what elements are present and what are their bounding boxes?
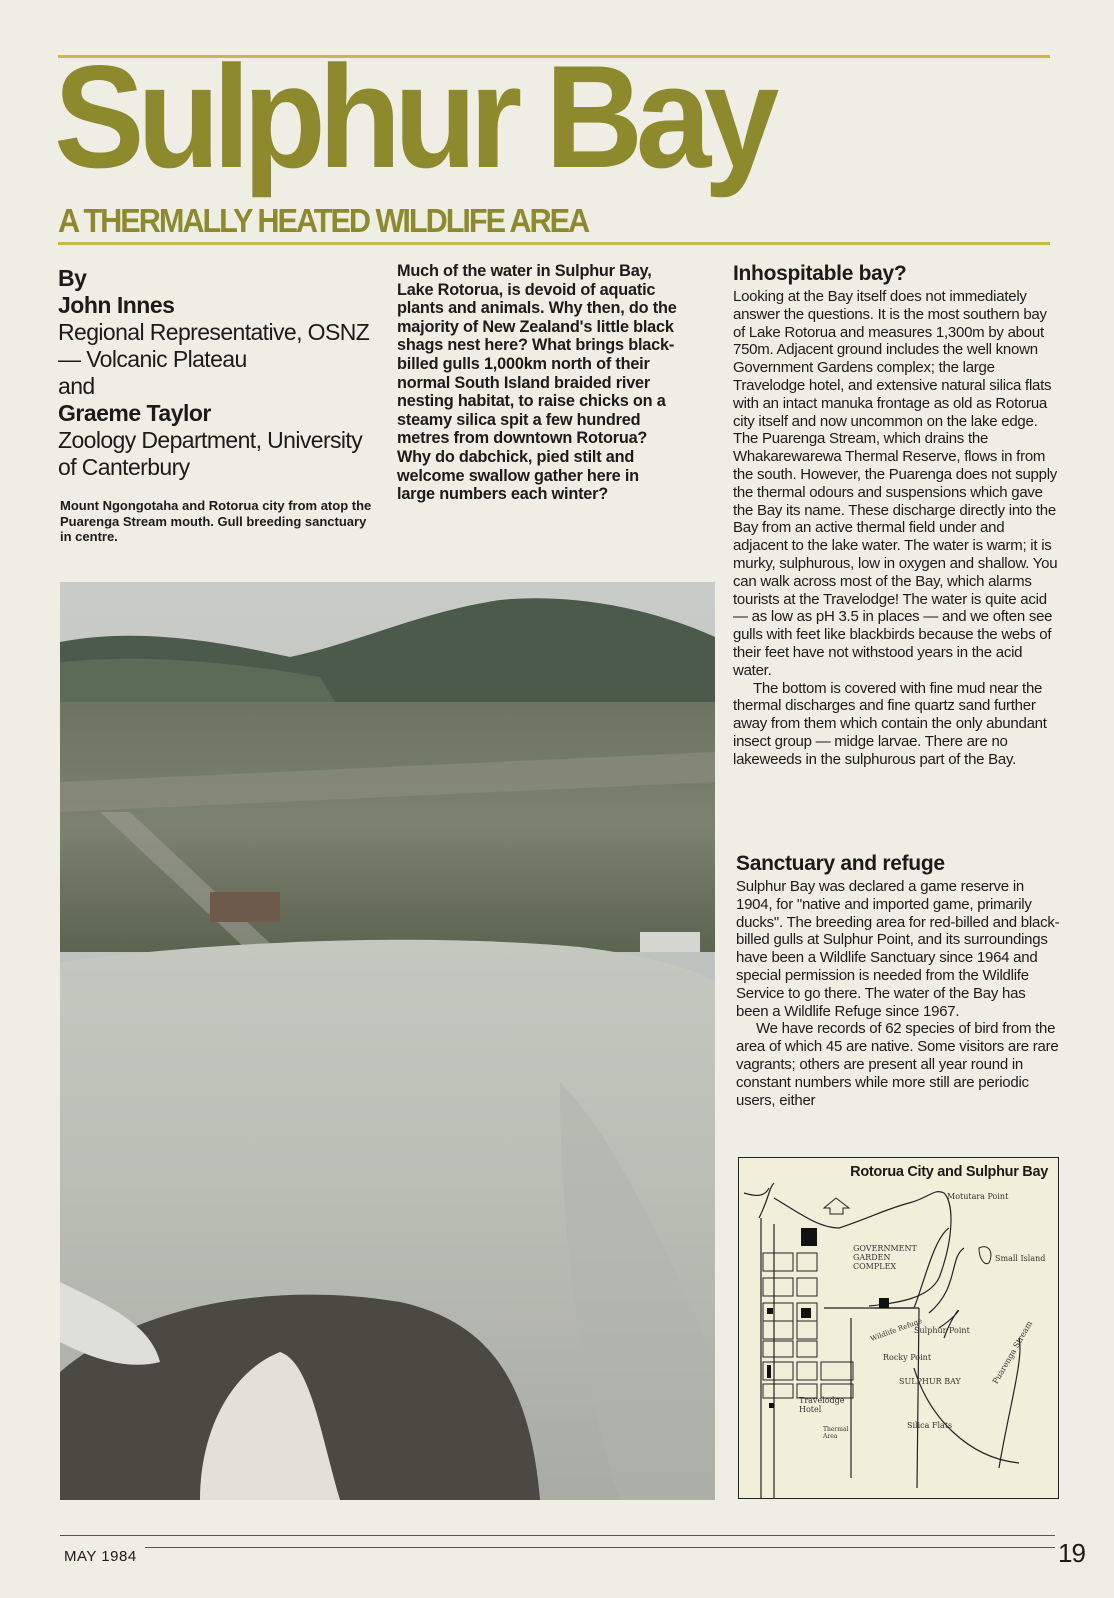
page-number: 19 xyxy=(1058,1538,1085,1568)
footer-rule xyxy=(145,1547,1055,1548)
author-affiliation: Zoology Department, University of Canterbury xyxy=(58,427,363,480)
issue-date: MAY 1984 xyxy=(64,1548,137,1565)
map-label-motutara-point: Motutara Point xyxy=(947,1192,1009,1201)
section-heading: Inhospitable bay? xyxy=(733,262,907,285)
paragraph: Looking at the Bay itself does not immediately answer the questions. It is the most southern bay of Lake Rotorua and measures 1,300m by about 750m. Adjacent ground includes the well known Government Gardens complex; the large Travelodge hotel, and extensive natural silica flats with an intact manuka frontage as old as Rotorua city itself and now uncommon on the lake edge. The Puarenga Stream, which drains the Whakarewarewa Thermal Reserve, flows in from the south. However, the Puarenga does not supply the thermal odours and suspensions which gave the Bay its name. These discharge directly into the Bay from an active thermal field under and adjacent to the lake water. The water is warm; it is murky, sulphurous, low in oxygen and shallow. You can walk across most of the Bay, which alarms tourists at the Travelodge! The water is quite acid — as low as pH 3.5 in places — and we often see gulls with feet like blackbirds because the webs of their feet have not withstood years in the acid water. xyxy=(733,288,1058,679)
map-label-small-island: Small Island xyxy=(995,1254,1046,1263)
paragraph: Sulphur Bay was declared a game reserve in 1904, for "native and imported game, primarily ducks". The breeding area for red-billed and black-billed gulls at Sulphur Point, and its surroundings have been a Wildlife Sanctuary since 1964 and special permission is needed from the Wildlife Service to go there. The water of the Bay has been a Wildlife Refuge since 1967. xyxy=(736,878,1060,1020)
author-name: Graeme Taylor xyxy=(58,400,211,426)
footer-rule xyxy=(60,1535,1055,1536)
map-label-complex: COMPLEX xyxy=(853,1262,897,1271)
section-sanctuary-and-refuge xyxy=(736,852,1061,1109)
map-title: Rotorua City and Sulphur Bay xyxy=(850,1164,1048,1180)
map-label-silica-flats: Silica Flats xyxy=(907,1421,953,1430)
aerial-photo xyxy=(60,582,715,1500)
photo-caption: Mount Ngongotaha and Rotorua city from atop the Puarenga Stream mouth. Gull breeding sanctuary in centre. xyxy=(60,498,372,544)
map-label-puarenga-stream: Puarenga Stream xyxy=(990,1319,1035,1386)
map-label-thermal: Thermal xyxy=(823,1426,849,1433)
paragraph: We have records of 62 species of bird from the area of which 45 are native. Some visitors are rare vagrants; others are present all year round in constant numbers while more still are periodic users, either xyxy=(736,1020,1059,1109)
intro-text: Much of the water in Sulphur Bay, Lake Rotorua, is devoid of aquatic plants and animals. Why then, do the majority of New Zealand's little black shags nest here? What brings black-billed gulls 1,000km north of their normal South Island braided river nesting habitat, to raise chicks on a steamy silica spit a few hundred metres from downtown Rotorua? Why do dabchick, pied stilt and welcome swallow gather here in large numbers each winter? xyxy=(397,262,677,504)
map-label-hotel: Hotel xyxy=(799,1405,822,1414)
paragraph: The bottom is covered with fine mud near the thermal discharges and fine quartz sand further away from them which contain the only abundant insect group — midge larvae. There are no lakeweeds in the sulphurous part of the Bay. xyxy=(733,679,1047,768)
map-label-sulphur-bay: SULPHUR BAY xyxy=(899,1377,961,1386)
title-rule xyxy=(58,242,1050,245)
map-label-sulphur-point: Sulphur Point xyxy=(914,1326,970,1335)
byline xyxy=(58,265,378,481)
author-name: John Innes xyxy=(58,292,175,318)
section-inhospitable-bay xyxy=(733,262,1058,769)
byline-by: By xyxy=(58,265,87,291)
map-label-travelodge: Travelodge xyxy=(799,1396,845,1405)
aerial-photo-image xyxy=(60,582,715,1500)
page-title: Sulphur Bay xyxy=(54,35,772,198)
byline-and: and xyxy=(58,373,95,399)
author-affiliation: Regional Representative, OSNZ — Volcanic Plateau xyxy=(58,319,370,372)
map-label-government: GOVERNMENT xyxy=(853,1244,917,1253)
map-label-area: Area xyxy=(823,1433,838,1440)
location-map xyxy=(738,1157,1059,1499)
map-label-rocky-point: Rocky Point xyxy=(883,1353,932,1362)
page-subtitle: A THERMALLY HEATED WILDLIFE AREA xyxy=(58,202,589,239)
map-label-wildlife-refuge: Wildlife Refuge xyxy=(869,1316,924,1344)
section-heading: Sanctuary and refuge xyxy=(736,852,945,875)
map-label-garden: GARDEN xyxy=(853,1253,891,1262)
